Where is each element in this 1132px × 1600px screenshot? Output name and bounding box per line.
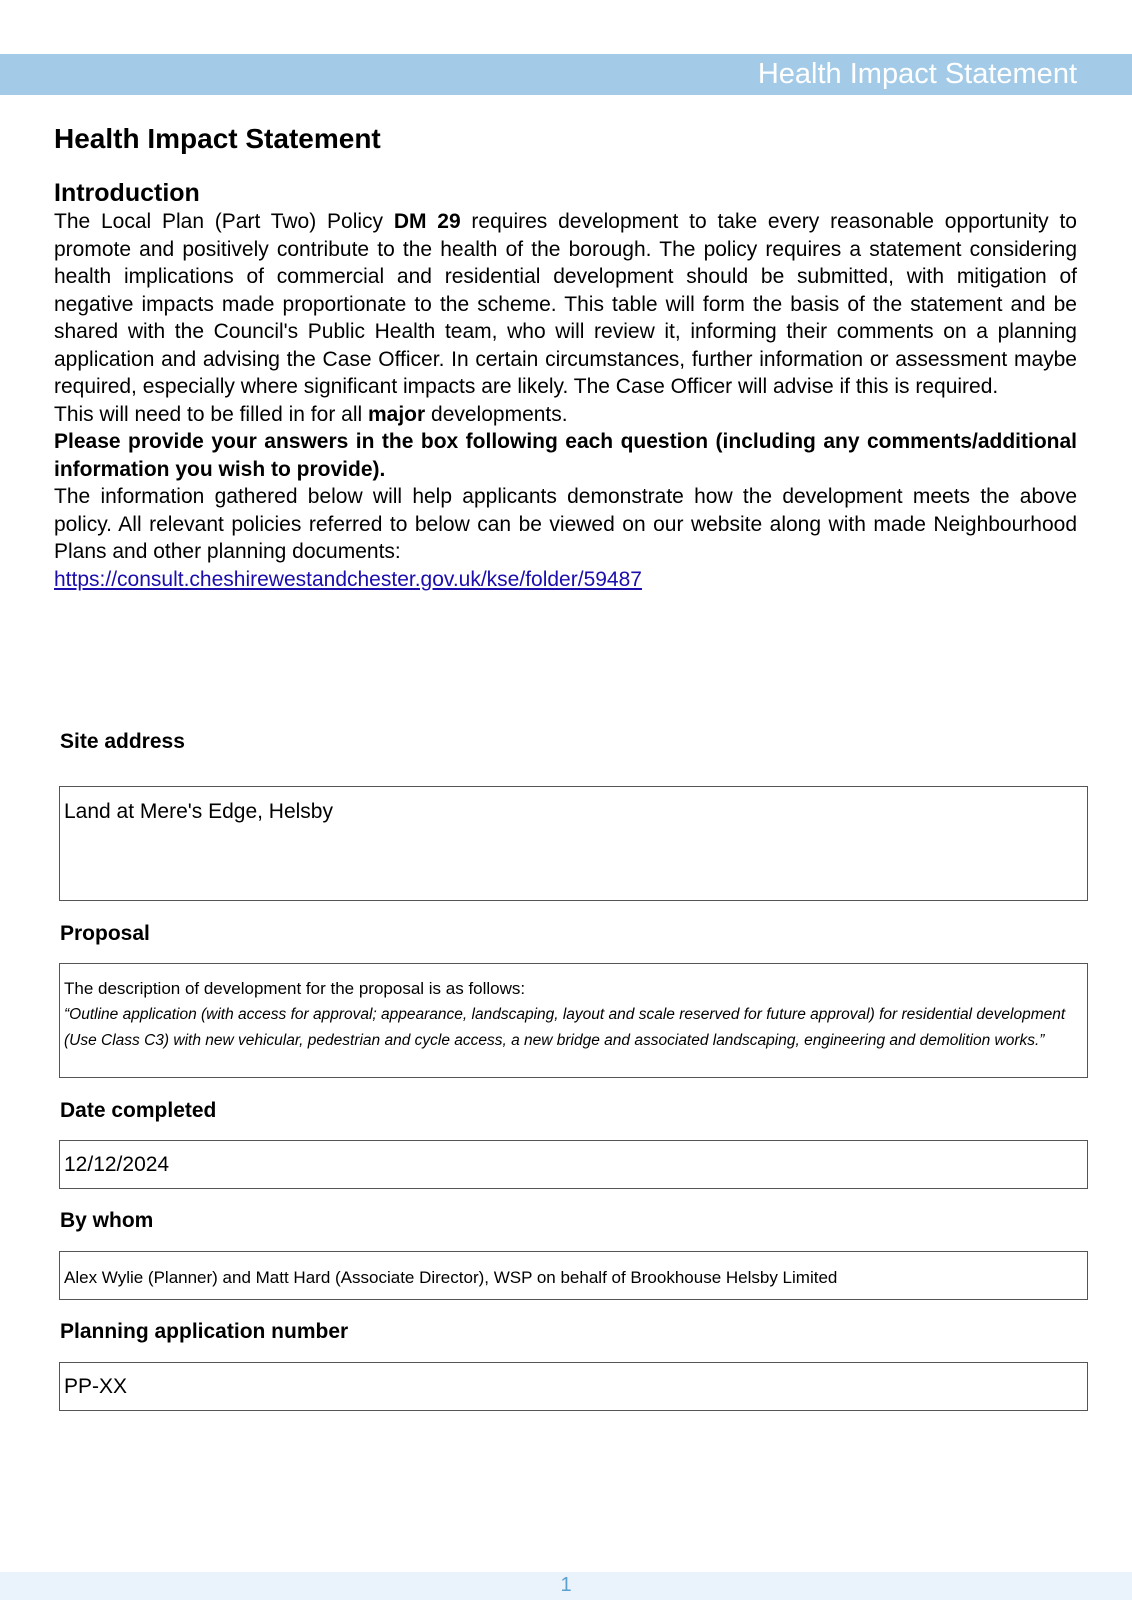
policy-reference: DM 29 bbox=[393, 210, 461, 233]
date-completed-label: Date completed bbox=[60, 1099, 217, 1122]
proposal-description: “Outline application (with access for approval; appearance, landscaping, layout and scale reserved for future approval) for residential development (Use Class C3) with new vehicular, pedestrian and cycle access, a new bridge and associated landscaping, engineering and demolition works.” bbox=[64, 1006, 1066, 1049]
footer-band bbox=[0, 1572, 1132, 1600]
header-title: Health Impact Statement bbox=[757, 58, 1077, 90]
site-address-label: Site address bbox=[60, 730, 185, 753]
by-whom-label: By whom bbox=[60, 1209, 154, 1232]
page-number: 1 bbox=[560, 1574, 572, 1596]
info-text: The information gathered below will help applicants demonstrate how the development meets the above policy. All relevant policies referred to below can be viewed on our website along with made Neighbourhood Plans and other planning documents: bbox=[54, 485, 1077, 563]
section-heading-introduction: Introduction bbox=[54, 179, 200, 207]
instruction-paragraph: Please provide your answers in the box following each question (including any comments/additional information you wish to provide). bbox=[54, 430, 1077, 481]
policy-documents-link[interactable]: https://consult.cheshirewestandchester.gov.uk/kse/folder/59487 bbox=[54, 567, 642, 591]
application-number-label: Planning application number bbox=[60, 1320, 349, 1343]
date-completed-field[interactable] bbox=[59, 1140, 1088, 1189]
site-address-value: Land at Mere's Edge, Helsby bbox=[64, 800, 333, 823]
site-address-field[interactable] bbox=[59, 786, 1088, 901]
proposal-intro: The description of development for the proposal is as follows: bbox=[64, 979, 526, 998]
major-emphasis: major bbox=[368, 402, 426, 426]
document-body bbox=[54, 122, 1077, 593]
application-number-field[interactable] bbox=[59, 1362, 1088, 1411]
application-number-value: PP-XX bbox=[64, 1375, 128, 1398]
page-title: Health Impact Statement bbox=[54, 123, 381, 154]
intro-text-rest: requires development to take every reasonable opportunity to promote and positively contribute to the health of the borough. The policy requires a statement considering health implications of commercial and residential development should be submitted, with mitigation of negative impacts made proportionate to the scheme. This table will form the basis of the statement and be shared with the Council's Public Health team, who will review it, informing their comments on a planning application and advising the Case Officer. In certain circumstances, further information or assessment maybe required, especially where significant impacts are likely. The Case Officer will advise if this is required. bbox=[54, 210, 1077, 398]
major-paragraph bbox=[54, 401, 1077, 429]
info-paragraph bbox=[54, 483, 1077, 593]
proposal-field[interactable] bbox=[59, 963, 1088, 1078]
intro-paragraph bbox=[54, 208, 1077, 401]
header-band bbox=[0, 54, 1132, 95]
major-text-end: developments. bbox=[425, 402, 568, 426]
by-whom-field[interactable] bbox=[59, 1251, 1088, 1300]
major-text-start: This will need to be filled in for all bbox=[54, 402, 368, 426]
by-whom-value: Alex Wylie (Planner) and Matt Hard (Associate Director), WSP on behalf of Brookhouse Helsby Limited bbox=[64, 1268, 838, 1287]
proposal-label: Proposal bbox=[60, 922, 150, 945]
date-completed-value: 12/12/2024 bbox=[64, 1153, 170, 1176]
intro-text-start: The Local Plan (Part Two) Policy bbox=[54, 210, 394, 233]
